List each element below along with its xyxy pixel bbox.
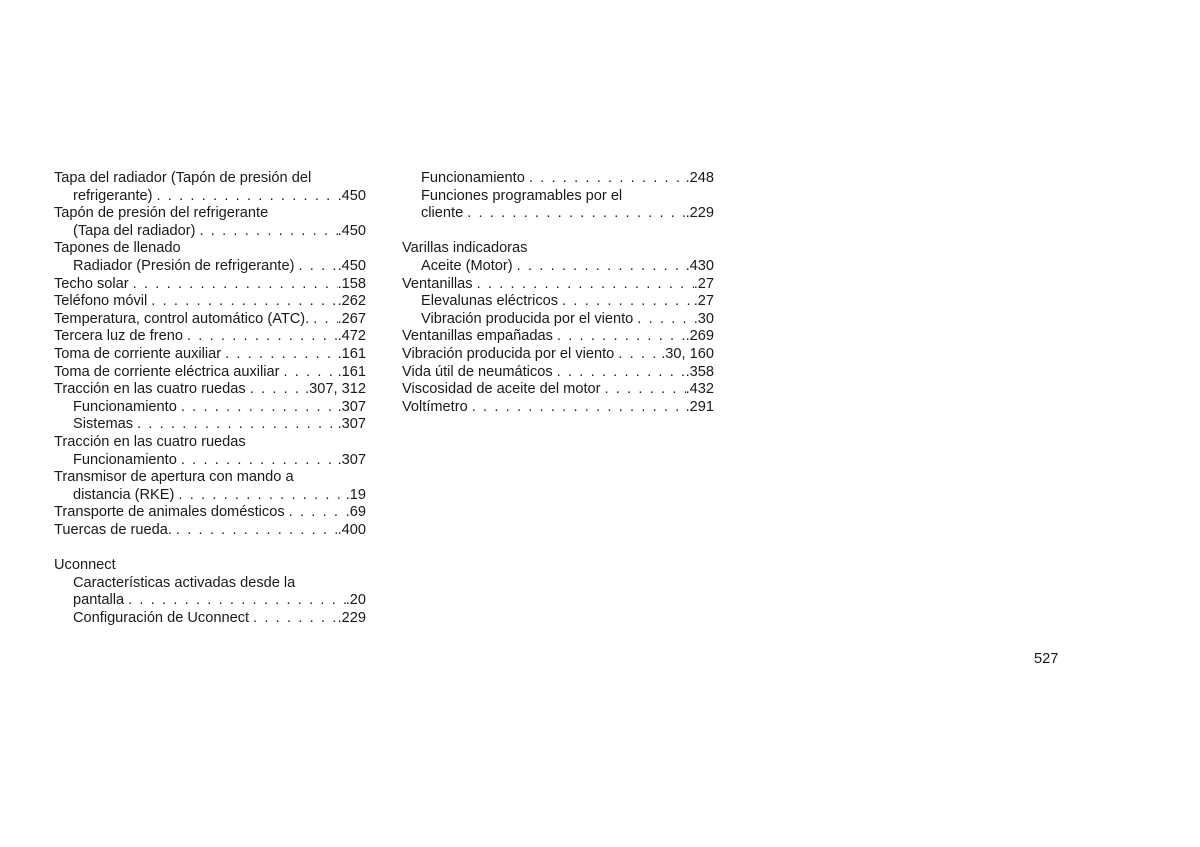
index-entry (402, 381, 714, 399)
index-entry-text: Temperatura, control automático (ATC). (54, 310, 310, 327)
dot-leader (183, 328, 338, 346)
index-entry-text: Teléfono móvil (54, 293, 148, 310)
index-entry-text: Uconnect (54, 557, 116, 574)
index-page-ref: .432 (685, 381, 714, 398)
index-entry (54, 328, 366, 346)
index-entry-text: Tuercas de rueda. (54, 521, 172, 538)
index-page-ref: .307 (337, 451, 366, 468)
index-entry (402, 328, 714, 346)
index-page-ref: .161 (337, 345, 366, 362)
dot-leader (614, 346, 661, 364)
index-page-ref: .450 (337, 257, 366, 274)
dot-leader (294, 258, 337, 276)
index-column-right (402, 170, 714, 416)
index-entry-text: Toma de corriente eléctrica auxiliar (54, 363, 280, 380)
index-entry-text: Transporte de animales domésticos (54, 504, 285, 521)
dot-leader (600, 381, 685, 399)
index-subentry (402, 293, 714, 311)
index-entry-text: cliente (421, 205, 464, 222)
index-page-ref: .161 (337, 363, 366, 380)
index-entry (54, 205, 366, 223)
index-entry-text: Funciones programables por el (421, 187, 623, 204)
index-entry-text: Funcionamiento (421, 170, 525, 186)
index-page-ref: .307 (337, 398, 366, 415)
index-entry-text: Funcionamiento (73, 398, 177, 415)
index-subentry (54, 399, 366, 417)
index-subentry (54, 592, 366, 610)
index-entry-text: Ventanillas (402, 275, 473, 292)
index-subentry (402, 188, 714, 206)
index-column-left (54, 170, 366, 627)
dot-leader (177, 452, 338, 470)
dot-leader (525, 170, 686, 188)
dot-leader (309, 311, 337, 329)
index-subentry (54, 258, 366, 276)
index-subentry (54, 610, 366, 628)
index-page-ref: .27 (693, 275, 714, 292)
index-entry (402, 364, 714, 382)
dot-leader (553, 364, 686, 382)
dot-leader (133, 416, 338, 434)
index-entry (402, 240, 714, 258)
dot-leader (558, 293, 694, 311)
index-entry-text: Ventanillas empañadas (402, 328, 553, 345)
index-page-ref: .229 (685, 205, 714, 222)
dot-leader (285, 504, 346, 522)
index-subentry (402, 258, 714, 276)
index-entry-text: Funcionamiento (73, 451, 177, 468)
index-entry (54, 364, 366, 382)
dot-leader (246, 381, 305, 399)
index-subentry (54, 452, 366, 470)
index-entry-text: Techo solar (54, 275, 129, 292)
index-page-ref: .158 (337, 275, 366, 292)
dot-leader (553, 328, 686, 346)
index-subentry (402, 311, 714, 329)
index-page-ref: .358 (685, 363, 714, 380)
index-entry-text: Tercera luz de freno (54, 328, 183, 345)
dot-leader (177, 399, 338, 417)
index-entry (402, 399, 714, 417)
index-entry-text: Sistemas (73, 416, 134, 433)
index-entry (54, 504, 366, 522)
index-subentry (54, 223, 366, 241)
dot-leader (513, 258, 686, 276)
dot-leader (249, 610, 338, 628)
index-subentry (54, 487, 366, 505)
index-entry-text: Vida útil de neumáticos (402, 363, 553, 380)
index-entry-text: Elevalunas eléctricos (421, 293, 559, 310)
index-entry-text: Características activadas desde la (73, 574, 296, 591)
index-entry-text: Vibración producida por el viento (421, 310, 634, 327)
index-entry (54, 557, 366, 575)
index-entry-text: Voltímetro (402, 398, 468, 415)
index-subentry (54, 416, 366, 434)
index-entry-text: Tracción en las cuatro ruedas (54, 433, 246, 450)
dot-leader (172, 522, 338, 540)
index-entry-text: Toma de corriente auxiliar (54, 345, 222, 362)
dot-leader (196, 223, 338, 241)
dot-leader (129, 276, 338, 294)
index-subentry (402, 170, 714, 188)
index-entry-text: Tapa del radiador (Tapón de presión del (54, 170, 312, 186)
dot-leader (633, 311, 693, 329)
index-entry-text: Configuración de Uconnect (73, 609, 250, 626)
index-entry-text: (Tapa del radiador) (73, 222, 196, 239)
index-page-ref: .267 (337, 310, 366, 327)
index-entry-text: Radiador (Presión de refrigerante) (73, 257, 295, 274)
index-page-ref: .69 (345, 504, 366, 521)
index-page-ref: .248 (685, 170, 714, 186)
index-page-ref: .30, 160 (661, 345, 714, 362)
dot-leader (153, 188, 338, 206)
dot-leader (221, 346, 338, 364)
dot-leader (463, 205, 685, 223)
index-page-ref: .472 (337, 328, 366, 345)
index-entry-text: Tapones de llenado (54, 240, 181, 257)
index-page-ref: .30 (693, 310, 714, 327)
index-page-ref: .269 (685, 328, 714, 345)
index-page-ref: .291 (685, 398, 714, 415)
index-entry-text: Transmisor de apertura con mando a (54, 469, 294, 486)
index-page-ref: .307 (337, 416, 366, 433)
index-entry-text: Tapón de presión del refrigerante (54, 205, 269, 222)
dot-leader (147, 293, 337, 311)
dot-leader (280, 364, 338, 382)
index-page-ref: .27 (693, 293, 714, 310)
index-page-ref: .430 (685, 257, 714, 274)
index-page-ref: .19 (345, 486, 366, 503)
dot-leader (473, 276, 694, 294)
index-page-ref: .229 (337, 609, 366, 626)
index-entry-text: Viscosidad de aceite del motor (402, 381, 601, 398)
index-entry (54, 311, 366, 329)
index-entry-text: refrigerante) (73, 187, 153, 204)
index-entry (54, 240, 366, 258)
index-entry (54, 381, 366, 399)
index-entry-text: Aceite (Motor) (421, 257, 513, 274)
dot-leader (174, 487, 345, 505)
index-entry (54, 469, 366, 487)
index-entry-text: Varillas indicadoras (402, 240, 528, 257)
index-page-ref: .20 (345, 592, 366, 609)
index-page-ref: .262 (337, 293, 366, 310)
index-entry (402, 346, 714, 364)
page-number: 527 (1034, 651, 1059, 667)
index-subentry (54, 575, 366, 593)
index-entry-text: Tracción en las cuatro ruedas (54, 381, 246, 398)
index-entry (402, 276, 714, 294)
index-entry-text: Vibración producida por el viento (402, 345, 615, 362)
index-page-ref: .450 (337, 222, 366, 239)
index-entry (54, 434, 366, 452)
index-page-ref: .450 (337, 187, 366, 204)
index-entry (54, 170, 366, 188)
dot-leader (468, 399, 686, 417)
index-page-ref: .400 (337, 521, 366, 538)
index-spacer (54, 539, 366, 557)
index-entry-text: distancia (RKE) (73, 486, 175, 503)
index-entry (54, 293, 366, 311)
index-subentry (402, 205, 714, 223)
index-page-ref: .307, 312 (305, 381, 366, 398)
index-subentry (54, 188, 366, 206)
index-spacer (402, 223, 714, 241)
index-entry (54, 522, 366, 540)
index-entry (54, 346, 366, 364)
index-entry-text: pantalla (73, 592, 125, 609)
dot-leader (124, 592, 346, 610)
index-entry (54, 276, 366, 294)
